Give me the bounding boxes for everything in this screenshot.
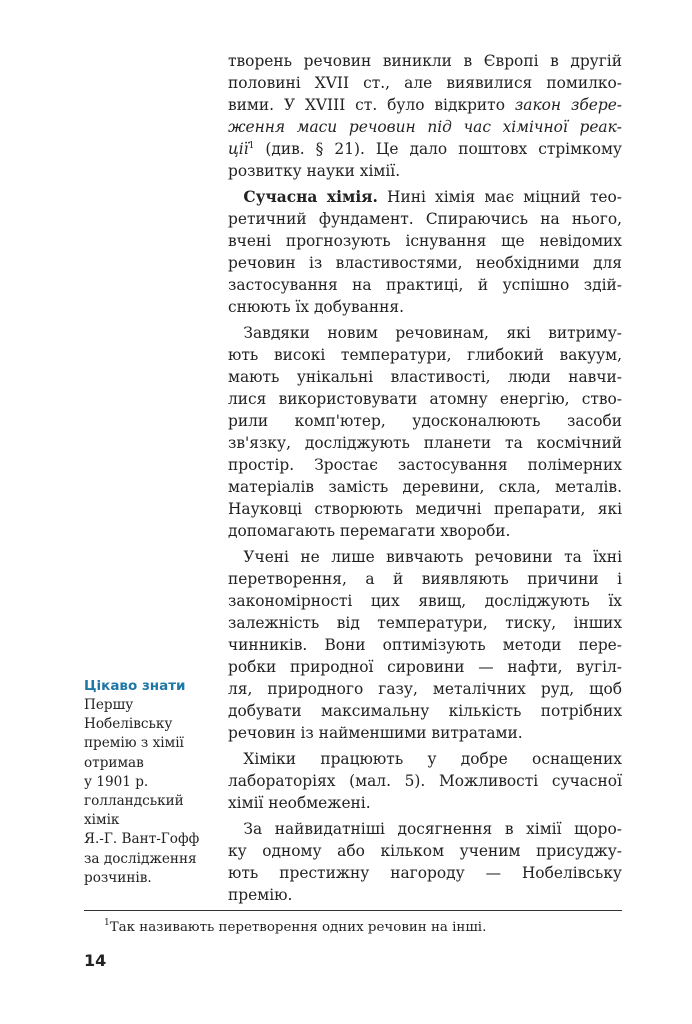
text-span: Хіміки працюють у добре оснащених <box>243 750 622 768</box>
italic-term: ження маси речовин під час хімічної реак- <box>228 118 622 136</box>
paragraph <box>228 186 622 318</box>
sidebar-line: розчинів. <box>84 869 152 886</box>
sidebar-line: Першу <box>84 697 134 713</box>
text-span: За найвидатніші досягнення в хімії щоро- <box>243 820 622 838</box>
footnote-marker: 1 <box>104 918 110 928</box>
sidebar-note <box>84 676 220 888</box>
text-line: робки природної сировини — нафти, вугіл- <box>228 658 622 676</box>
text-line <box>228 322 622 344</box>
sidebar-line: голландський <box>84 792 184 809</box>
text-line: лабораторіях (мал. 5). Можливості сучасної <box>228 772 622 790</box>
text-line <box>228 546 622 568</box>
text-line: матеріалів замість деревини, скла, металів. <box>228 478 622 496</box>
sidebar-line: отримав <box>84 754 144 771</box>
text-line: творень речовин виникли в Європі в другій <box>228 52 622 70</box>
text-line: допомагають перемагати хвороби. <box>228 522 511 540</box>
text-line: ку одному або кільком ученим присуджу- <box>228 842 622 860</box>
page-number: 14 <box>84 951 107 970</box>
footnote-ref: 1 <box>248 141 255 151</box>
footnote <box>104 918 486 938</box>
text-line: ля, природного газу, металічних руд, щоб <box>228 680 622 698</box>
text-line: ють високі температури, глибокий вакуум, <box>228 346 622 364</box>
text-line: лися використовувати атомну енергію, ство- <box>228 390 622 408</box>
paragraph <box>228 546 622 744</box>
text-line: речовин із властивостями, необхідними для <box>228 254 622 272</box>
footnote-text: Так називають перетворення одних речовин на інші. <box>109 920 487 935</box>
text-line: ретичний фундамент. Спираючись на нього, <box>228 210 622 228</box>
sidebar-title: Цікаво знати <box>84 678 186 694</box>
italic-term: закон збере- <box>514 96 622 114</box>
sidebar-line: Я.-Г. Вант-Гофф <box>84 831 200 848</box>
main-text-column <box>228 50 622 906</box>
text-span: Учені не лише вивчають речовини та їхні <box>243 548 622 566</box>
text-span: Завдяки новим речовинам, які витриму- <box>243 324 622 342</box>
sidebar-line: хімік <box>84 812 120 829</box>
text-line: мають унікальні властивості, люди навчи- <box>228 368 622 386</box>
sidebar-line: за дослідження <box>84 850 197 867</box>
text-line <box>228 94 622 116</box>
paragraph <box>228 322 622 542</box>
text-line: розвитку науки хімії. <box>228 162 401 180</box>
text-line: чинників. Вони оптимізують методи пере- <box>228 636 622 654</box>
footnote-divider <box>84 910 622 911</box>
text-line: речовин із найменшими витратами. <box>228 724 523 742</box>
text-line: рили комп'ютер, удосконалюють засоби <box>228 412 622 430</box>
paragraph <box>228 50 622 182</box>
text-line: зв'язку, досліджують планети та космічний <box>228 434 622 452</box>
text-line: добувати максимальну кількість потрібних <box>228 702 622 720</box>
text-line <box>228 138 622 160</box>
text-line: ють престижну нагороду — Нобелівську <box>228 864 622 882</box>
text-line: снюють їх добування. <box>228 298 404 316</box>
sidebar-line: у 1901 р. <box>84 773 149 790</box>
sidebar-line: Нобелівську <box>84 716 173 733</box>
section-heading: Сучасна хімія. <box>243 188 378 206</box>
text-span: Нині хімія має міцний тео- <box>377 188 622 206</box>
text-line: Науковці створюють медичні препарати, які <box>228 500 622 518</box>
text-line <box>228 186 622 208</box>
text-line <box>228 116 622 138</box>
text-line: застосування на практиці, й успішно здій- <box>228 276 622 294</box>
text-line: вчені прогнозують існування ще невідомих <box>228 232 622 250</box>
paragraph <box>228 748 622 814</box>
text-line: простір. Зростає застосування полімерних <box>228 456 622 474</box>
text-line: перетворення, а й виявляють причини і <box>228 570 622 588</box>
text-line <box>228 748 622 770</box>
text-line: премію. <box>228 886 293 904</box>
text-span: (див. § 21). Це дало поштовх стрімкому <box>254 140 622 158</box>
text-line <box>228 818 622 840</box>
text-line: залежність від температури, тиску, інших <box>228 614 622 632</box>
sidebar-line: премію з хімії <box>84 735 184 752</box>
text-line: закономірності цих явищ, досліджують їх <box>228 592 622 610</box>
italic-term: ції <box>228 140 249 158</box>
text-line: хімії необмежені. <box>228 794 371 812</box>
paragraph <box>228 818 622 906</box>
text-line: половині XVII ст., але виявилися помилко- <box>228 74 622 92</box>
text-span: вими. У XVIII ст. було відкрито <box>228 96 515 114</box>
